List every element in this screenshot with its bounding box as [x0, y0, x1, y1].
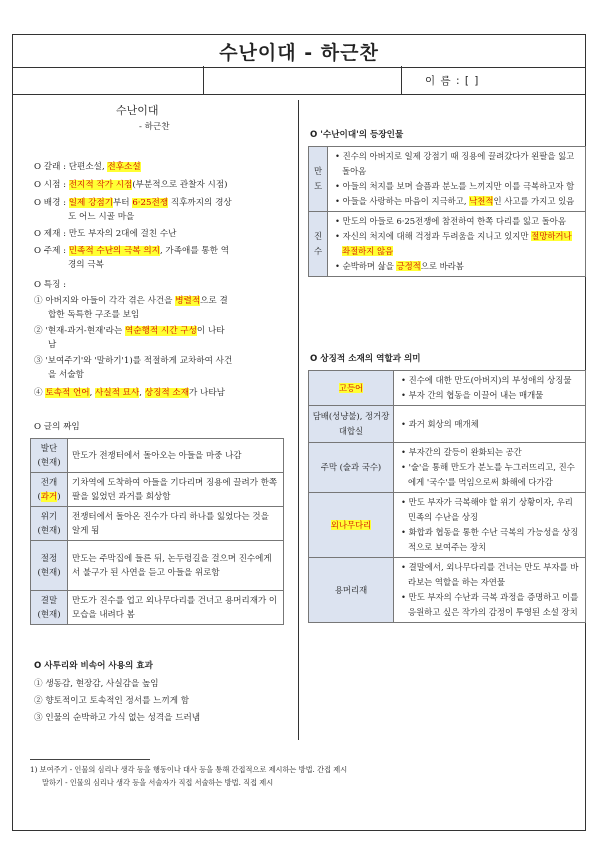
character-name: 진수	[309, 212, 328, 277]
footnote-line-1: 1) 보여주기 - 인물의 심리나 생각 등을 행동이나 대사 등을 통해 간접적으로 제시하는 방법. 간접 제시	[30, 765, 348, 774]
symbol-desc: • 과거 회상의 매개체	[394, 406, 586, 443]
symbol-label: 주막 (술과 국수)	[309, 443, 394, 493]
theme-line: O 주제 : 민족적 수난의 극복 의지, 가족애를 통한 역	[34, 246, 230, 256]
plot-text: 만도가 진수를 업고 외나무다리를 건너고 용머리재가 이 모습을 내려다 봄	[68, 591, 284, 625]
symbol-desc: • 결말에서, 외나무다리를 건너는 만도 부자를 바라보는 역할을 하는 자연물 • 만도 부자의 수난과 극복 과정을 증명하고 이를 응원하고 싶은 작가의 감정이 투영된 소설 장치	[394, 558, 586, 623]
plot-row	[31, 473, 284, 507]
plot-row	[31, 507, 284, 541]
plot-row	[31, 439, 284, 473]
header-info-row	[12, 66, 586, 95]
symbol-label: 고등어	[309, 371, 394, 406]
plot-text: 기차역에 도착하여 아들을 기다리며 징용에 끌려가 한쪽 팔을 잃었던 과거를 회상함	[68, 473, 284, 507]
symbol-desc: • 부자간의 갈등이 완화되는 공간 • '술'을 통해 만도가 분노를 누그러뜨리고, 진수에게 '국수'를 먹임으로써 화해에 다가감	[394, 443, 586, 493]
symbol-row	[309, 493, 586, 558]
viewpoint-line: O 시점 : 전지적 작가 시점(부분적으로 관찰자 시점)	[34, 180, 228, 190]
features-title: O 특징 :	[34, 280, 67, 290]
feature-2-line-2: 남	[48, 340, 57, 350]
symbol-row	[309, 558, 586, 623]
character-desc: • 진수의 아버지로 일제 강점기 때 징용에 끌려갔다가 왼팔을 잃고 돌아옴 • 아들의 처지를 보며 슬픔과 분노를 느끼지만 이를 극복하고자 함 • 아들을 사랑하는 마음이 지극하고, 낙천적인 사고를 가지고 있음	[328, 147, 586, 212]
name-field-label: 이 름 : [ ]	[425, 75, 480, 87]
theme-line-2: 경의 극복	[68, 260, 104, 270]
setting-line-2: 도 어느 시골 마을	[68, 212, 135, 222]
symbol-desc: • 만도 부자가 극복해야 할 위기 상황이자, 우리 민족의 수난을 상징 • 화합과 협동을 통한 수난 극복의 가능성을 상징적으로 보여주는 장치	[394, 493, 586, 558]
plot-label: 결말 (현재)	[31, 591, 68, 625]
dialect-effect-1: ① 생동감, 현장감, 사실감을 높임	[34, 679, 159, 689]
subject-line: O 제재 : 만도 부자의 2대에 걸친 수난	[34, 229, 177, 239]
character-desc: • 만도의 아들로 6·25전쟁에 참전하여 한쪽 다리를 잃고 돌아옴 • 자신의 처지에 대해 걱정과 두려움을 지니고 있지만 절망하거나 좌절하지 않음 • 순박하며 삶을 긍정적으로 바라봄	[328, 212, 586, 277]
setting-line: O 배경 : 일제 강점기부터 6·25전쟁 직후까지의 경상	[34, 198, 232, 208]
footnote-line-2: 말하기 - 인물의 심리나 생각 등을 서술자가 직접 서술하는 방법. 직접 제시	[42, 778, 274, 787]
symbol-label: 담배(성냥불), 정거장 대합실	[309, 406, 394, 443]
plot-row	[31, 591, 284, 625]
symbol-row	[309, 443, 586, 493]
genre-line: O 갈래 : 단편소설, 전후소설	[34, 162, 141, 172]
feature-2: ② '현재-과거-현재'라는 역순행적 시간 구성이 나타	[34, 326, 225, 336]
document-title: 수난이대 - 하근찬	[12, 34, 586, 68]
feature-4: ④ 토속적 언어, 사실적 묘사, 상징적 소재가 나타남	[34, 388, 225, 398]
plot-label: 위기 (현재)	[31, 507, 68, 541]
feature-3: ③ '보여주기'와 '말하기'1)를 적절하게 교차하여 사건	[34, 356, 233, 366]
symbol-row	[309, 371, 586, 406]
symbols-table	[308, 370, 586, 623]
feature-1-line-2: 합한 독특한 구조를 보임	[48, 310, 140, 320]
column-divider	[298, 100, 299, 740]
footnote-rule	[30, 759, 150, 760]
header-cell-1	[13, 66, 204, 94]
characters-section-title: O '수난이대'의 등장인물	[310, 130, 404, 140]
plot-label: 전개 (과거)	[31, 473, 68, 507]
character-name: 만도	[309, 147, 328, 212]
feature-3-line-2: 을 서술함	[48, 370, 84, 380]
header-cell-2	[203, 66, 402, 94]
plot-text: 만도는 주막집에 들른 뒤, 논두렁길을 걸으며 진수에게서 불구가 된 사연을 듣고 아들을 위로함	[68, 541, 284, 591]
characters-table	[308, 146, 586, 277]
work-author: - 하근찬	[139, 122, 170, 132]
dialect-effect-3: ③ 인물의 순박하고 가식 없는 성격을 드러냄	[34, 713, 201, 723]
plot-text: 전쟁터에서 돌아온 진수가 다리 하나를 잃었다는 것을 알게 됨	[68, 507, 284, 541]
dialect-effect-2: ② 향토적이고 토속적인 정서를 느끼게 함	[34, 696, 190, 706]
character-row	[309, 212, 586, 277]
dialect-section-title: O 사투리와 비속어 사용의 효과	[34, 661, 153, 671]
symbol-label: 외나무다리	[309, 493, 394, 558]
work-title: 수난이대	[116, 104, 159, 117]
plot-row	[31, 541, 284, 591]
symbol-label: 용머리재	[309, 558, 394, 623]
symbol-row	[309, 406, 586, 443]
plot-label: 발단 (현재)	[31, 439, 68, 473]
plot-title: O 글의 짜임	[34, 422, 80, 432]
plot-table	[30, 438, 284, 625]
plot-text: 만도가 전쟁터에서 돌아오는 아들을 마중 나감	[68, 439, 284, 473]
feature-1: ① 아버지와 아들이 각각 겪은 사건을 병렬적으로 결	[34, 296, 228, 306]
plot-label: 절정 (현재)	[31, 541, 68, 591]
symbols-section-title: O 상징적 소재의 역할과 의미	[310, 354, 421, 364]
character-row	[309, 147, 586, 212]
symbol-desc: • 진수에 대한 만도(아버지)의 부성애의 상징물 • 부자 간의 협동을 이끌어 내는 매개물	[394, 371, 586, 406]
